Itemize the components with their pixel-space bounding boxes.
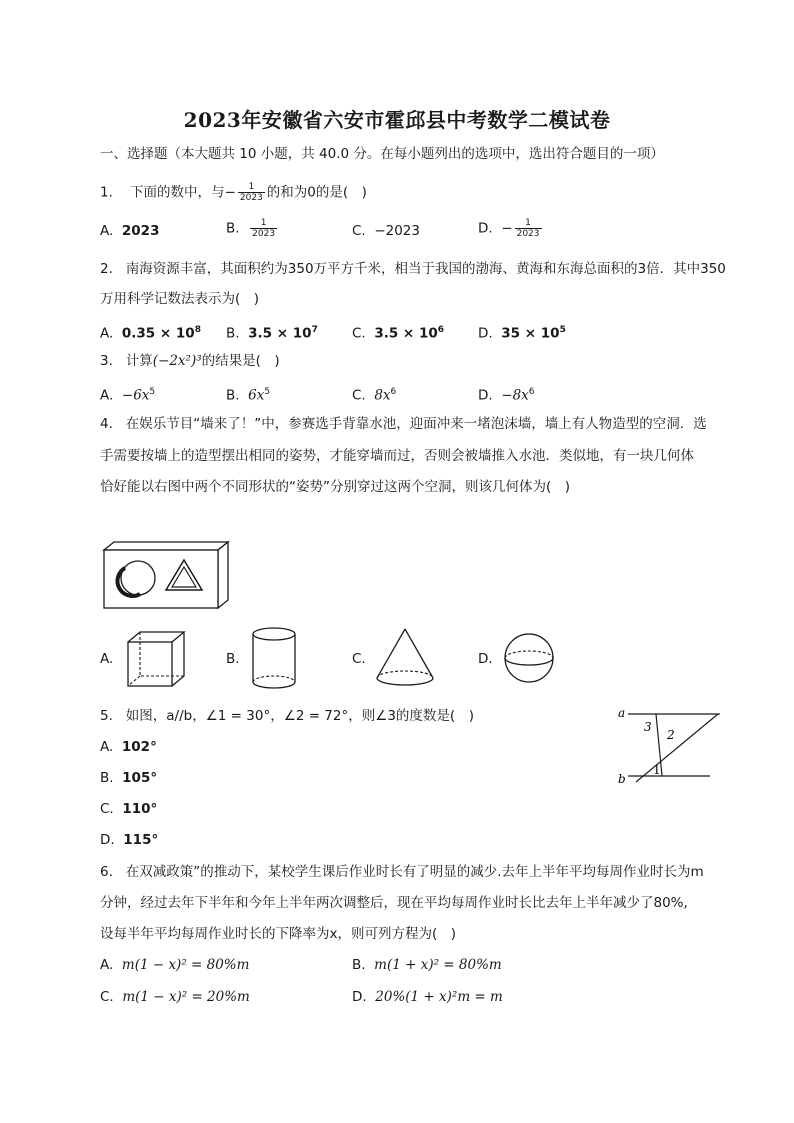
question-6-line3: 设每半年平均每周作业时长的下降率为x，则可列方程为( ): [100, 926, 457, 942]
q2-option-a[interactable]: A. $0.35 \times 10^8$: [100, 325, 201, 342]
q5-option-b[interactable]: B. 105°: [100, 770, 158, 786]
q6-option-b[interactable]: B. m(1 + x)² = 80%m: [352, 957, 502, 973]
question-1: [100, 182, 367, 203]
q4-option-d-label[interactable]: D.: [478, 651, 493, 667]
q3-option-b[interactable]: B. $6x^5$: [226, 387, 271, 404]
q1-number: 1.: [100, 184, 113, 201]
question-5: 5. 如图，a//b，∠1 = 30°，∠2 = 72°，则∠3的度数是( ): [100, 708, 474, 724]
label-b: b: [618, 772, 626, 786]
q3-option-d[interactable]: D. $-8x^6$: [478, 387, 535, 404]
question-6-line2: 分钟，经过去年下半年和今年上半年两次调整后，现在平均每周作业时长比去年上半年减少了80%,: [100, 895, 688, 911]
q3-option-a[interactable]: A. $-6x^5$: [100, 387, 156, 404]
q1-prefix: 下面的数中，与: [130, 184, 225, 201]
q1-option-a[interactable]: A. 2023: [100, 223, 160, 239]
cube-figure[interactable]: [126, 630, 188, 690]
question-2: 2. 南海资源丰富，其面积约为350万平方千米，相当于我国的渤海、黄海和东海总面积的3倍．其中350: [100, 261, 726, 277]
question-2-cont: 万用科学记数法表示为( ): [100, 291, 260, 307]
q2-option-b[interactable]: B. $3.5 \times 10^7$: [226, 325, 318, 342]
q1-option-c[interactable]: C. −2023: [352, 223, 420, 239]
question-6: 6. 在双减政策”的推动下，某校学生课后作业时长有了明显的减少.去年上半年平均每周作业时长为m: [100, 864, 704, 880]
q2-option-d[interactable]: D. $35 \times 10^5$: [478, 325, 566, 342]
q6-option-a[interactable]: A. m(1 − x)² = 80%m: [100, 957, 250, 973]
q4-option-a-label[interactable]: A.: [100, 651, 114, 667]
sphere-figure[interactable]: [503, 630, 555, 686]
angle-3-label: 3: [644, 720, 652, 734]
question-4: 4. 在娱乐节目“墙来了！”中，参赛选手背靠水池，迎面冲来一堵泡沫墙，墙上有人物造型的空洞．选: [100, 416, 707, 432]
question-4-line3: 恰好能以右图中两个不同形状的“姿势”分别穿过这两个空洞，则该几何体为( ): [100, 479, 571, 495]
question-4-line2: 手需要按墙上的造型摆出相同的姿势，才能穿墙而过，否则会被墙推入水池．类似地，有一块几何体: [100, 448, 694, 464]
q1-fraction: $\frac{1}{2023}$: [239, 182, 263, 203]
q3-option-c[interactable]: C. $8x^6$: [352, 387, 397, 404]
q4-option-b-label[interactable]: B.: [226, 651, 240, 667]
q1-suffix: 的和为0的是( ): [266, 184, 367, 201]
q4-option-c-label[interactable]: C.: [352, 651, 366, 667]
wall-figure: [100, 540, 230, 612]
q5-option-c[interactable]: C. 110°: [100, 801, 158, 817]
q1-option-b[interactable]: B. $\frac{1}{2023}$: [226, 218, 276, 239]
q5-option-d[interactable]: D. 115°: [100, 832, 159, 848]
angle-1-label: 1: [653, 763, 661, 777]
question-3: 3. 计算(−2x²)³的结果是( ): [100, 353, 280, 369]
q1-option-d[interactable]: D. − $\frac{1}{2023}$: [478, 218, 540, 239]
cylinder-figure[interactable]: [250, 626, 298, 692]
q5-option-a[interactable]: A. 102°: [100, 739, 157, 755]
q6-option-d[interactable]: D. 20%(1 + x)²m = m: [352, 989, 503, 1005]
cone-figure[interactable]: [374, 626, 436, 690]
angle-2-label: 2: [667, 728, 675, 742]
page-title: 2023年安徽省六安市霍邱县中考数学二模试卷: [183, 108, 611, 132]
q6-option-c[interactable]: C. m(1 − x)² = 20%m: [100, 989, 250, 1005]
section-heading: 一、选择题（本大题共 10 小题，共 40.0 分。在每小题列出的选项中，选出符合题目的一项）: [100, 146, 664, 162]
q2-option-c[interactable]: C. $3.5 \times 10^6$: [352, 325, 444, 342]
label-a: a: [618, 706, 626, 720]
parallel-lines-figure: [614, 702, 724, 788]
q1-minus: −: [224, 184, 236, 201]
